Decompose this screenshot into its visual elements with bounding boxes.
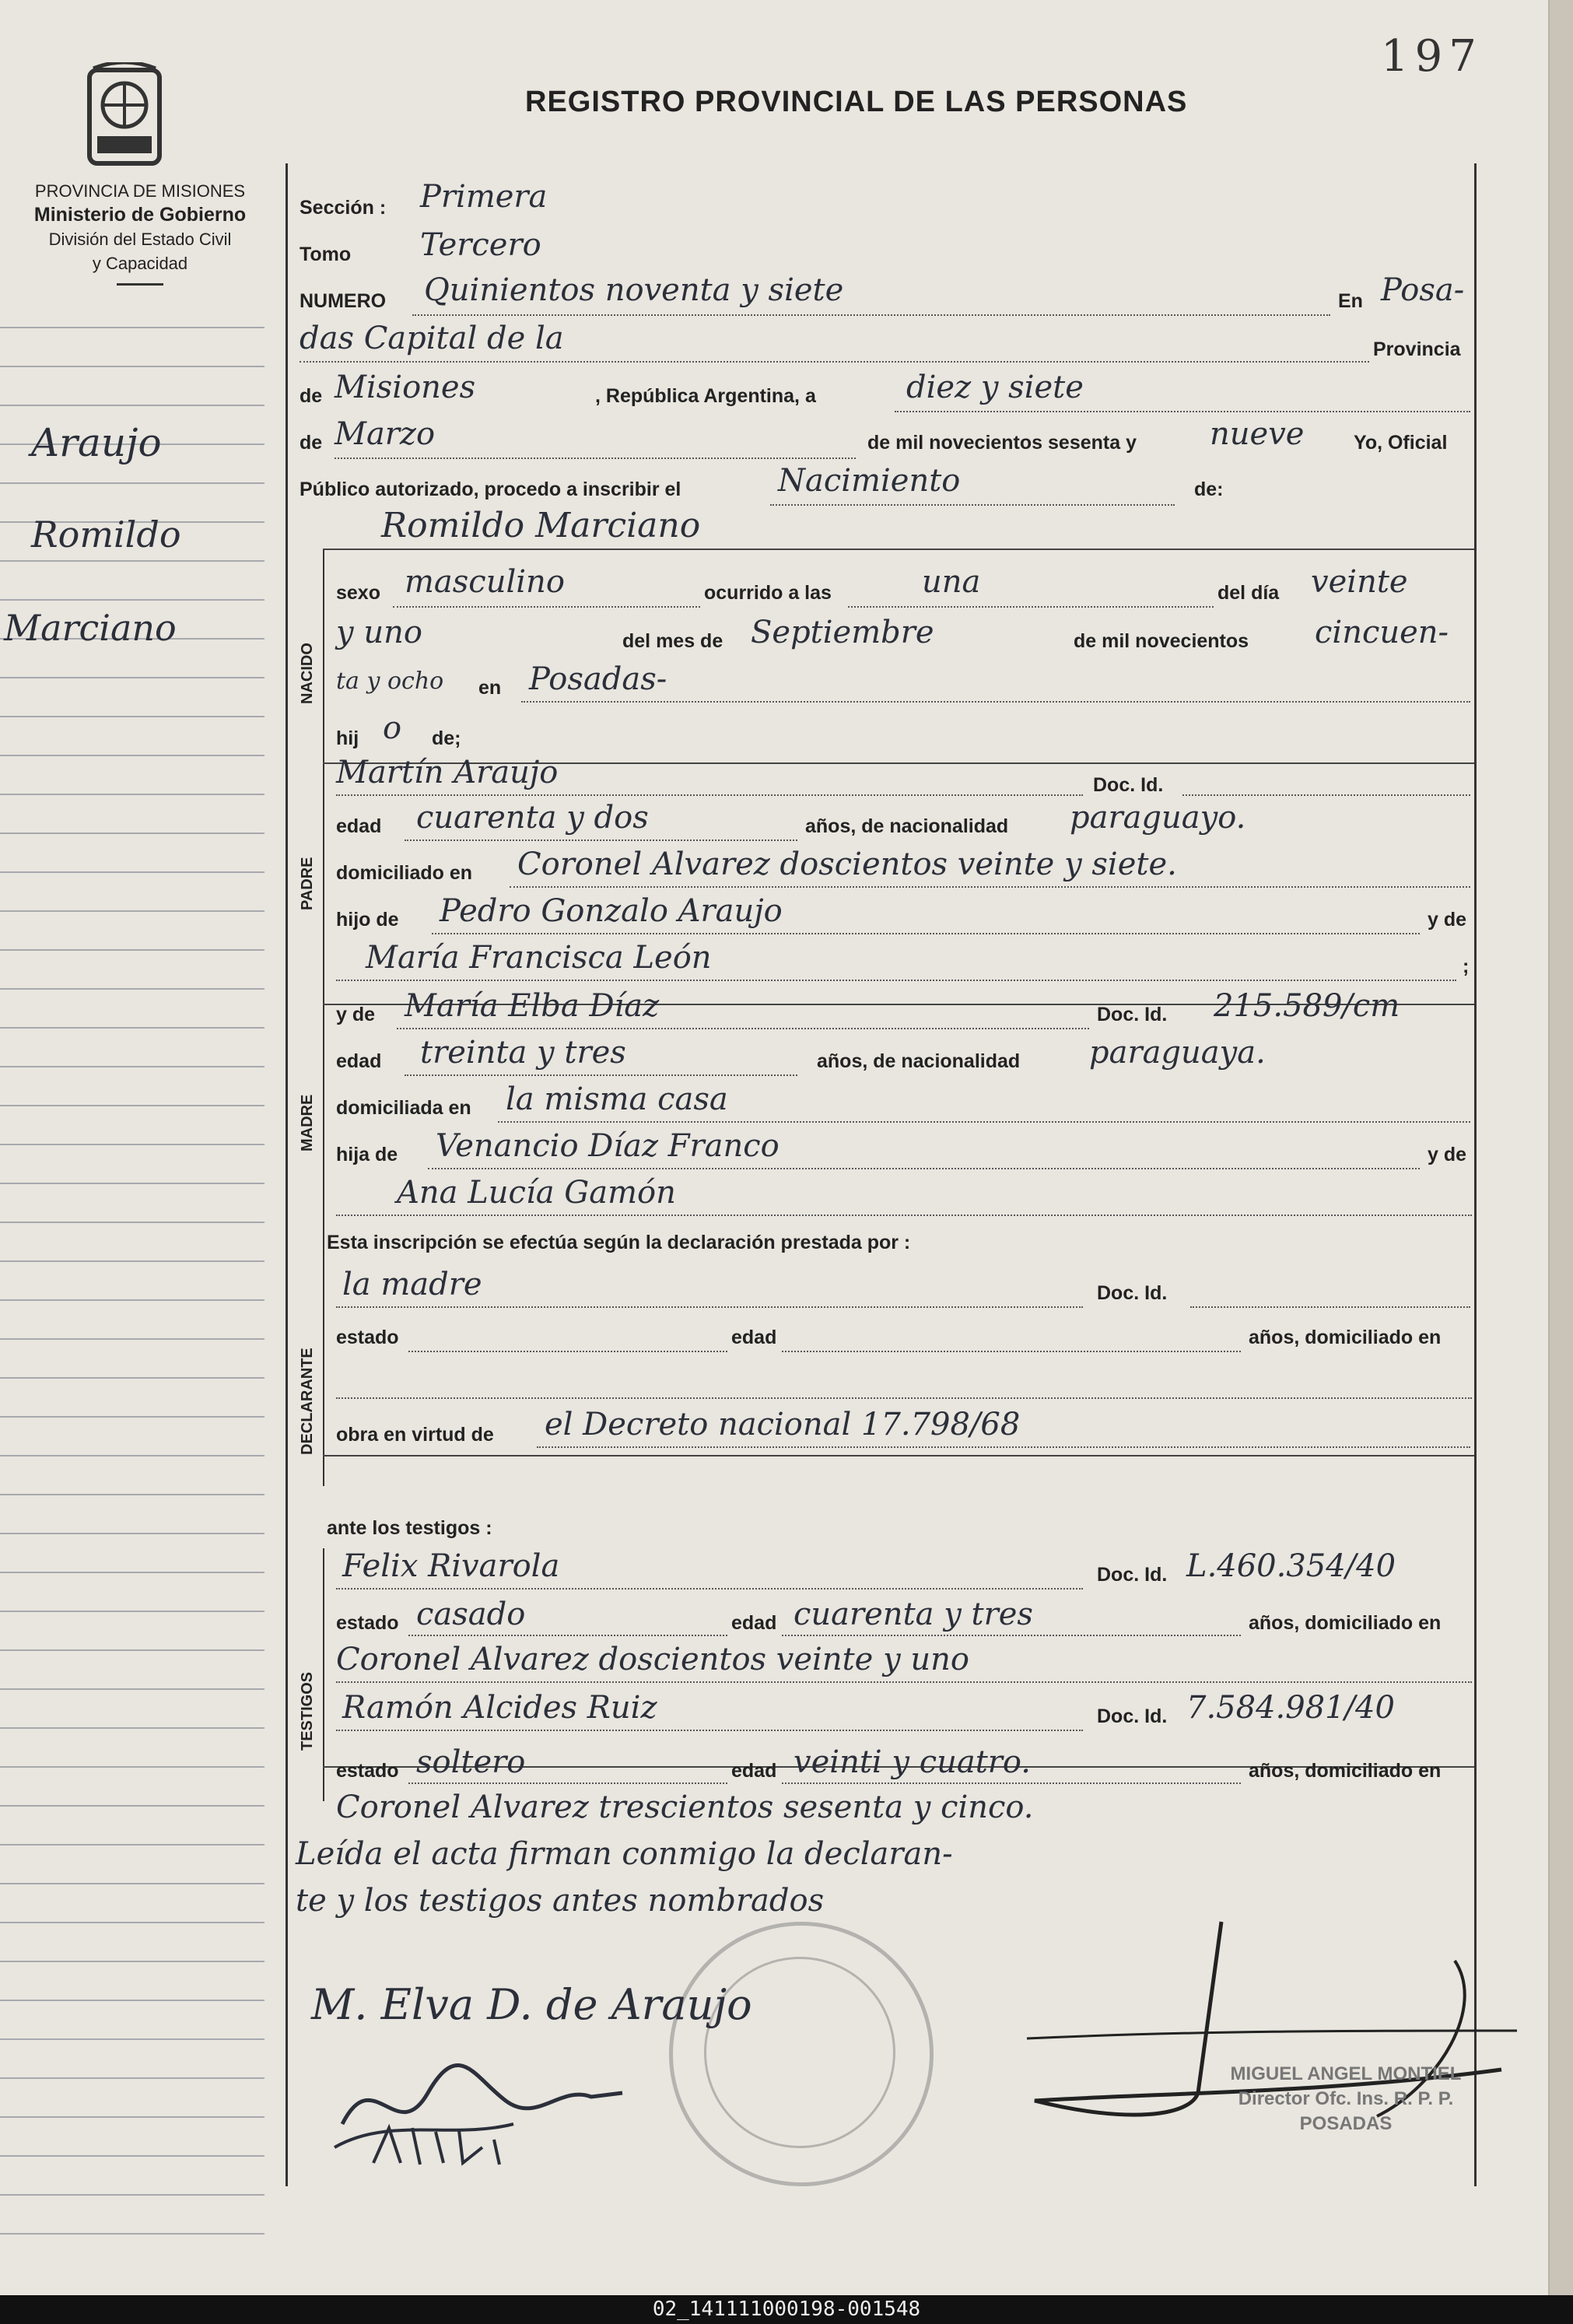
- label-tomo: Tomo: [300, 244, 352, 265]
- field-padre-hijo-de: Pedro Gonzalo Araujo: [440, 893, 783, 929]
- margin-name-1: Romildo: [31, 514, 181, 556]
- label-padre-doc: Doc. Id.: [1093, 774, 1164, 796]
- field-testigo2-estado: soltero: [416, 1744, 526, 1780]
- label-seccion: Sección :: [300, 197, 387, 219]
- field-madre-nac: paraguaya.: [1089, 1035, 1266, 1071]
- left-frame-line: [286, 163, 288, 2186]
- field-testigo2-dom: Coronel Alvarez trescientos sesenta y cinco.: [336, 1789, 1034, 1825]
- label-madre-y-de-2: y de: [1428, 1144, 1467, 1166]
- field-testigo1-dom: Coronel Alvarez doscientos veinte y uno: [336, 1642, 969, 1677]
- field-testigo1-doc: L.460.354/40: [1186, 1548, 1396, 1584]
- field-en-2: das Capital de la: [300, 321, 564, 356]
- division-name: División del Estado Civil: [48, 230, 232, 249]
- field-tomo: Tercero: [420, 227, 541, 263]
- label-declarante-doc: Doc. Id.: [1097, 1282, 1168, 1304]
- label-de: de: [300, 385, 323, 407]
- label-de-mes: de: [300, 432, 323, 454]
- label-madre-dom: domiciliada en: [336, 1097, 471, 1119]
- label-inscripcion: Esta inscripción se efectúa según la declaración prestada por :: [327, 1232, 911, 1253]
- field-madre-nombre: María Elba Díaz: [405, 988, 660, 1024]
- label-hij: hij: [336, 727, 359, 749]
- field-padre-dom: Coronel Alvarez doscientos veinte y siete.: [517, 847, 1177, 882]
- side-label-padre: PADRE: [299, 857, 316, 910]
- field-hora: una: [922, 564, 981, 600]
- field-madre-edad: treinta y tres: [420, 1035, 626, 1071]
- label-obra: obra en virtud de: [336, 1424, 494, 1446]
- field-hij: o: [383, 710, 402, 746]
- label-sexo: sexo: [336, 582, 380, 604]
- field-provincia-de: Misiones: [335, 370, 476, 405]
- official-stamp: [1182, 2062, 1509, 2136]
- field-seccion: Primera: [420, 179, 548, 215]
- field-testigo2: Ramón Alcides Ruiz: [342, 1690, 657, 1726]
- stamp-city: POSADAS: [1299, 2113, 1393, 2134]
- label-testigo1-doc: Doc. Id.: [1097, 1564, 1168, 1586]
- field-declarante: la madre: [342, 1267, 482, 1302]
- label-de-semi: de;: [432, 727, 461, 749]
- margin-name-2: Marciano: [4, 607, 177, 649]
- label-ante: ante los testigos :: [327, 1517, 492, 1539]
- section-divider-line: [323, 549, 324, 1350]
- field-padre-nombre: Martín Araujo: [336, 755, 559, 790]
- label-del-dia: del día: [1217, 582, 1280, 604]
- label-declarante-estado: estado: [336, 1327, 399, 1348]
- province-crest-icon: [78, 62, 171, 179]
- field-madre-dom: la misma casa: [506, 1081, 728, 1117]
- field-mes: Marzo: [335, 416, 436, 452]
- field-madre-doc: 215.589/cm: [1214, 988, 1400, 1024]
- label-testigo2-doc: Doc. Id.: [1097, 1705, 1168, 1727]
- label-testigo2-edad: edad: [731, 1760, 777, 1782]
- label-madre-y-de: y de: [336, 1004, 376, 1025]
- side-label-nacido: NACIDO: [299, 643, 316, 704]
- label-madre-doc: Doc. Id.: [1097, 1004, 1168, 1025]
- division-name-2: y Capacidad: [92, 254, 188, 273]
- field-testigo2-edad: veinti y cuatro.: [794, 1744, 1032, 1780]
- label-padre-edad: edad: [336, 815, 382, 837]
- field-testigo2-doc: 7.584.981/40: [1186, 1690, 1395, 1726]
- field-obra: el Decreto nacional 17.798/68: [545, 1407, 1021, 1442]
- label-testigo1-estado: estado: [336, 1612, 399, 1634]
- document-title: REGISTRO PROVINCIAL DE LAS PERSONAS: [525, 86, 1188, 118]
- label-provincia: Provincia: [1373, 338, 1461, 360]
- label-ocurrido: ocurrido a las: [704, 582, 832, 604]
- margin-surname: Araujo: [31, 420, 162, 465]
- stamp-role: Director Ofc. Ins. R. P. P.: [1238, 2088, 1454, 2109]
- field-testigo1-estado: casado: [416, 1597, 526, 1632]
- label-testigo2-dom: años, domiciliado en: [1249, 1760, 1442, 1782]
- field-testigo1-edad: cuarenta y tres: [794, 1597, 1033, 1632]
- field-madre-y-de: Ana Lucía Gamón: [397, 1175, 676, 1211]
- page-edge: [1550, 0, 1573, 2295]
- label-mil-2: de mil novecientos: [1074, 630, 1249, 652]
- label-yo-oficial: Yo, Oficial: [1354, 432, 1448, 454]
- file-id-footer: 02_141111000198-001548: [0, 2295, 1573, 2324]
- label-madre-hija-de: hija de: [336, 1144, 398, 1166]
- side-label-madre: MADRE: [299, 1094, 316, 1151]
- field-numero: Quinientos noventa y siete: [424, 272, 844, 308]
- label-testigo1-edad: edad: [731, 1612, 777, 1634]
- field-dia-2: y uno: [336, 615, 422, 650]
- field-padre-nac: paraguayo.: [1070, 800, 1246, 836]
- label-del-mes: del mes de: [622, 630, 723, 652]
- label-numero: NUMERO: [300, 290, 387, 312]
- label-madre-edad: edad: [336, 1050, 382, 1072]
- field-en: Posa-: [1381, 272, 1465, 308]
- label-padre-dom: domiciliado en: [336, 862, 473, 884]
- field-testigo1: Felix Rivarola: [342, 1548, 560, 1584]
- field-madre-hija-de: Venancio Díaz Franco: [436, 1128, 779, 1164]
- label-padre-hijo-de: hijo de: [336, 909, 399, 931]
- label-declarante-dom: años, domiciliado en: [1249, 1327, 1442, 1348]
- label-madre-nac: años, de nacionalidad: [817, 1050, 1021, 1072]
- right-frame-line: [1474, 163, 1477, 2186]
- ministry-name: Ministerio de Gobierno: [33, 204, 247, 226]
- field-nombre: Romildo Marciano: [381, 506, 701, 545]
- field-dia: veinte: [1311, 564, 1408, 600]
- label-publico: Público autorizado, procedo a inscribir el: [300, 478, 681, 500]
- field-anio: nueve: [1210, 416, 1305, 452]
- field-anio-nac-2: ta y ocho: [336, 668, 444, 695]
- label-en-2: en: [478, 677, 502, 699]
- label-padre-y-de: y de: [1428, 909, 1467, 931]
- field-inscribir: Nacimiento: [778, 463, 961, 499]
- label-testigo2-estado: estado: [336, 1760, 399, 1782]
- field-fecha-dia: diez y siete: [906, 370, 1084, 405]
- label-testigo1-dom: años, domiciliado en: [1249, 1612, 1442, 1634]
- field-padre-y-de: María Francisca León: [366, 940, 712, 976]
- field-anio-nac: cincuen-: [1315, 615, 1449, 650]
- field-mes-nac: Septiembre: [751, 615, 934, 650]
- signature-witnesses-icon: [327, 2031, 716, 2179]
- ministry-header: [0, 179, 280, 286]
- field-sexo: masculino: [405, 564, 565, 600]
- side-label-declarante: DECLARANTE: [299, 1348, 316, 1455]
- field-padre-edad: cuarenta y dos: [416, 800, 649, 836]
- label-en: En: [1338, 290, 1363, 312]
- province-name: PROVINCIA DE MISIONES: [34, 181, 246, 201]
- closing-line-2: te y los testigos antes nombrados: [296, 1883, 825, 1919]
- label-de-colon: de:: [1194, 478, 1224, 500]
- stamp-name: MIGUEL ANGEL MONTIEL: [1230, 2063, 1462, 2084]
- side-label-testigos: TESTIGOS: [299, 1671, 316, 1751]
- label-padre-nac: años, de nacionalidad: [805, 815, 1009, 837]
- field-lugar: Posadas-: [529, 661, 667, 697]
- signature-madre: M. Elva D. de Araujo: [311, 1980, 752, 2029]
- closing-line-1: Leída el acta firman conmigo la declaran-: [296, 1836, 953, 1872]
- label-mil: de mil novecientos sesenta y: [867, 432, 1137, 454]
- label-republica: , República Argentina, a: [595, 385, 816, 407]
- page-number: 197: [1381, 31, 1483, 82]
- label-semicolon: ;: [1463, 955, 1470, 977]
- label-declarante-edad: edad: [731, 1327, 777, 1348]
